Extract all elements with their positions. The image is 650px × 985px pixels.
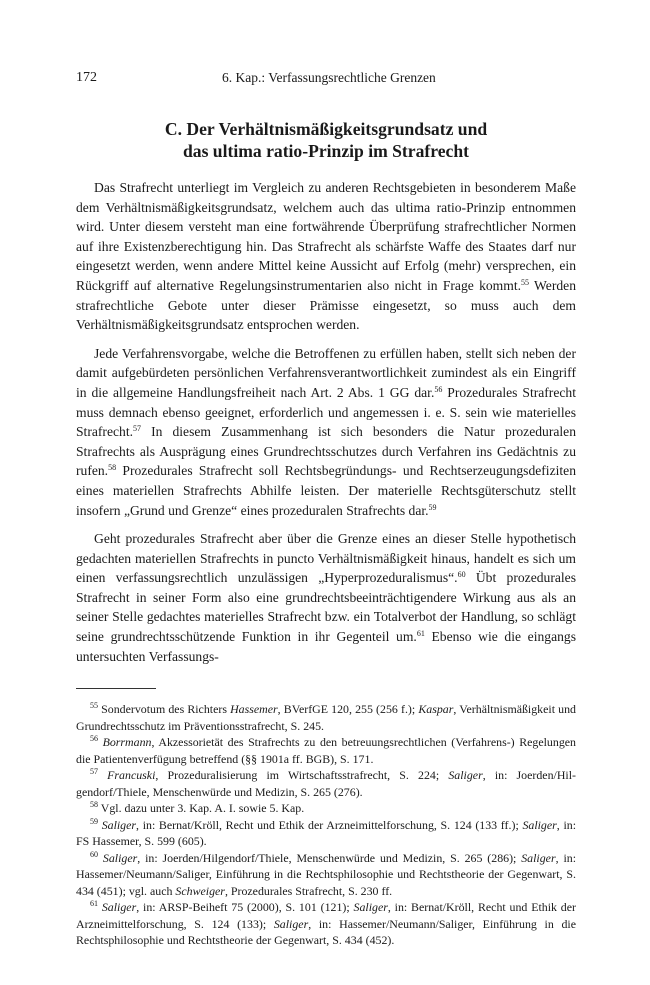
footnote-57: $^{57}$ Francuski, Prozeduralisierung im Wirtschaftsstrafrecht, S. 224; Saliger, in: Joerden/Hilgendorf/Thiele, Menschenwürde und Medizin, S. 265 (276). bbox=[76, 767, 576, 799]
running-head-chapter: 6. Kap.: Verfassungsrechtliche Grenzen bbox=[222, 70, 436, 85]
footnote-ref-61: 61 bbox=[416, 629, 425, 639]
footnote-ref-56: 56 bbox=[434, 384, 443, 394]
footnote-56: $^{56}$ Borrmann, Akzessorietät des Strafrechts zu den betreuungsrechtlichen (Verfahrens-) Regelungen die Patientenverfügung betreffend (§§ 1901a ff. BGB), S. 171. bbox=[76, 734, 576, 766]
running-head bbox=[76, 70, 576, 92]
footnote-ref-55: 55 bbox=[521, 277, 529, 287]
section-heading bbox=[76, 118, 576, 162]
book-page bbox=[76, 70, 576, 949]
footnote-ref-59: 59 bbox=[428, 502, 437, 512]
body-paragraph-1: Das Strafrecht unterliegt im Vergleich zu anderen Rechtsgebieten in besonderem Maße dem Verhältnismäßigkeitsgrundsatz, welchem auch das ultima ratio-Prinzip entnommen wird. Unter diesem versteht man eine fortwährende Überprüfung strafrechtlicher Normen auf ihre Existenzberechtigung hin. Das Strafrecht als schärfste Waffe des Staates darf nur eingesetzt werden, wenn andere Mittel keine Aussicht auf Erfolg (mehr) versprechen, ein Rückgriff auf alternative Regelungsinstrumentarien also nicht in Frage kommt.$^{55}$ Werden strafrechtliche Gebote unter dieser Prämisse eingesetzt, so muss auch dem Verhältnismäßigkeitsgrundsatz entsprochen werden. bbox=[76, 180, 576, 333]
footnote-55: $^{55}$ Sondervotum des Richters Hassemer, BVerfGE 120, 255 (256 f.); Kaspar, Verhältnismäßigkeit und Grundrechtsschutz im Präventionsstrafrecht, S. 245. bbox=[76, 701, 576, 733]
section-heading-line-2: das ultima ratio-Prinzip im Strafrecht bbox=[182, 141, 470, 161]
footnote-ref-57: 57 bbox=[133, 424, 141, 434]
page-number: 172 bbox=[76, 70, 97, 85]
footnote-60: $^{60}$ Saliger, in: Joerden/Hilgendorf/Thiele, Menschenwürde und Medizin, S. 265 (286); Saliger, in: Hassemer/Neumann/Saliger, Einführung in die Rechtsphilosophie und Rechtstheorie der Gegenwart, S. 434 (451); vgl. auch Schweiger, Prozedurales Strafrecht, S. 230 ff. bbox=[76, 849, 576, 898]
section-heading-line-1: C. Der Verhältnismäßigkeitsgrundsatz und bbox=[164, 119, 488, 139]
body-paragraph-2: Jede Verfahrensvorgabe, welche die Betroffenen zu erfüllen haben, stellt sich neben der damit aufgebürdeten persönlichen Verfahrensverantwortlichkeit zumindest als ein Eingriff in die allgemeine Handlungsfreiheit nach Art. 2 Abs. 1 GG dar.$^{56}$ Prozedurales Strafrecht muss demnach ebenso geeignet, erforderlich und angemessen i. e. S. sein wie materielles Strafrecht.$^{57}$ In diesem Zusammenhang ist sich besonders die Natur prozeduralen Strafrechts als Ausprägung eines Grundrechtsschutzes durch Verfahren ins Gedächtnis zu rufen.$^{58}$ Prozedurales Strafrecht soll Rechtsbegründungs- und Rechtserzeugungsdefiziten eines materiellen Strafrechts Abhilfe leisten. Der materielle Rechtsgüterschutz stellt insofern „Grund und Grenze“ eines prozeduralen Strafrechts dar.$^{59}$ bbox=[76, 345, 576, 518]
footnote-ref-58: 58 bbox=[108, 463, 117, 473]
footnote-ref-60: 60 bbox=[457, 570, 466, 580]
footnote-58: $^{58}$ Vgl. dazu unter 3. Kap. A. I. sowie 5. Kap. bbox=[90, 800, 305, 816]
footnote-61: $^{61}$ Saliger, in: ARSP-Beiheft 75 (2000), S. 101 (121); Saliger, in: Bernat/Kröll, Recht und Ethik der Arzneimittelforschung, S. 124 (133); Saliger, in: Hassemer/Neumann/Saliger, Einführung in die Rechtsphilosophie und Rechtstheorie der Gegenwart, S. 434 (452). bbox=[76, 899, 576, 948]
footnote-59: $^{59}$ Saliger, in: Bernat/Kröll, Recht und Ethik der Arzneimittelforschung, S. 124 (133 ff.); Saliger, in: FS Hassemer, S. 599 (605). bbox=[76, 816, 577, 849]
body-paragraph-3: Geht prozedurales Strafrecht aber über die Grenze eines an dieser Stelle hypothetisch gedachten materiellen Strafrechts in puncto Verhältnismäßigkeit hinaus, handelt es sich um einen verfassungsrechtlich unzulässigen „Hyperprozeduralismus“.$^{60}$ Übt prozedurales Strafrecht in seiner Form also eine grundrechtsbeeinträchtigendere Wirkung aus als an seiner Stelle gedachtes materielles Strafrecht bzw. ein Totalverbot der Handlung, so schlägt seine grundrechtsschützende Funktion in ihr Gegenteil um.$^{61}$ Ebenso wie die eingangs untersuchten Verfassungs- bbox=[76, 531, 577, 664]
footnote-divider bbox=[76, 688, 156, 689]
